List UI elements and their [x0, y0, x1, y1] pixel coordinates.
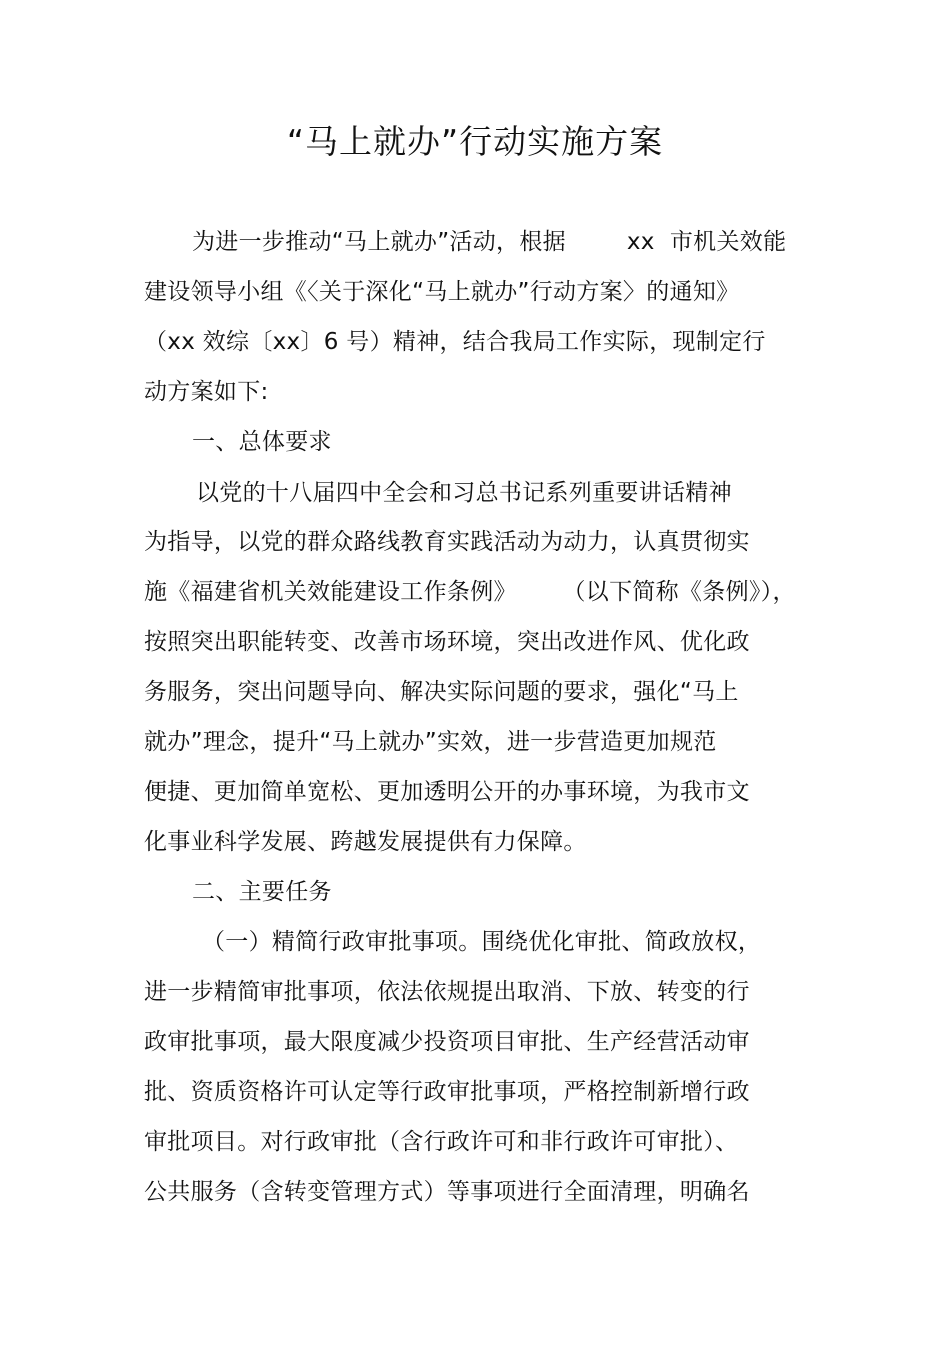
section2-line-4: 批、资质资格许可认定等行政审批事项，严格控制新增行政: [144, 1079, 750, 1105]
section2-line-1: （一）精简行政审批事项。围绕优化审批、简政放权，: [202, 929, 762, 955]
section1-line-3: 施《福建省机关效能建设工作条例》 （以下简称《条例》），: [144, 579, 796, 605]
intro-line-4: 动方案如下:: [144, 379, 269, 405]
section1-line-8: 化事业科学发展、跨越发展提供有力保障。: [144, 829, 587, 855]
section1-line-7: 便捷、更加简单宽松、更加透明公开的办事环境，为我市文: [144, 779, 750, 805]
section-heading-2: 二、主要任务: [192, 879, 332, 905]
intro-line-1: 为进一步推动“马上就办”活动，根据 xx 市机关效能: [192, 229, 787, 255]
section1-line-4: 按照突出职能转变、改善市场环境，突出改进作风、优化政: [144, 629, 750, 655]
section2-line-6: 公共服务（含转变管理方式）等事项进行全面清理，明确名: [144, 1179, 750, 1205]
section2-line-2: 进一步精简审批事项，依法依规提出取消、下放、转变的行: [144, 979, 750, 1005]
section1-line-2: 为指导，以党的群众路线教育实践活动为动力，认真贯彻实: [144, 529, 750, 555]
section-heading-1: 一、总体要求: [192, 429, 332, 455]
section1-line-6: 就办”理念，提升“马上就办”实效，进一步营造更加规范: [144, 729, 717, 755]
section1-line-1: 以党的十八届四中全会和习总书记系列重要讲话精神: [196, 480, 732, 506]
document-title: “马上就办”行动实施方案: [286, 122, 664, 161]
section2-line-3: 政审批事项，最大限度减少投资项目审批、生产经营活动审: [144, 1029, 750, 1055]
intro-line-2: 建设领导小组《〈关于深化“马上就办”行动方案〉的通知》: [144, 279, 740, 305]
section2-line-5: 审批项目。对行政审批（含行政许可和非行政许可审批）、: [144, 1129, 739, 1155]
intro-line-3: （xx 效综〔xx〕6 号）精神，结合我局工作实际，现制定行: [144, 329, 766, 355]
section1-line-5: 务服务，突出问题导向、解决实际问题的要求，强化“马上: [144, 679, 739, 705]
